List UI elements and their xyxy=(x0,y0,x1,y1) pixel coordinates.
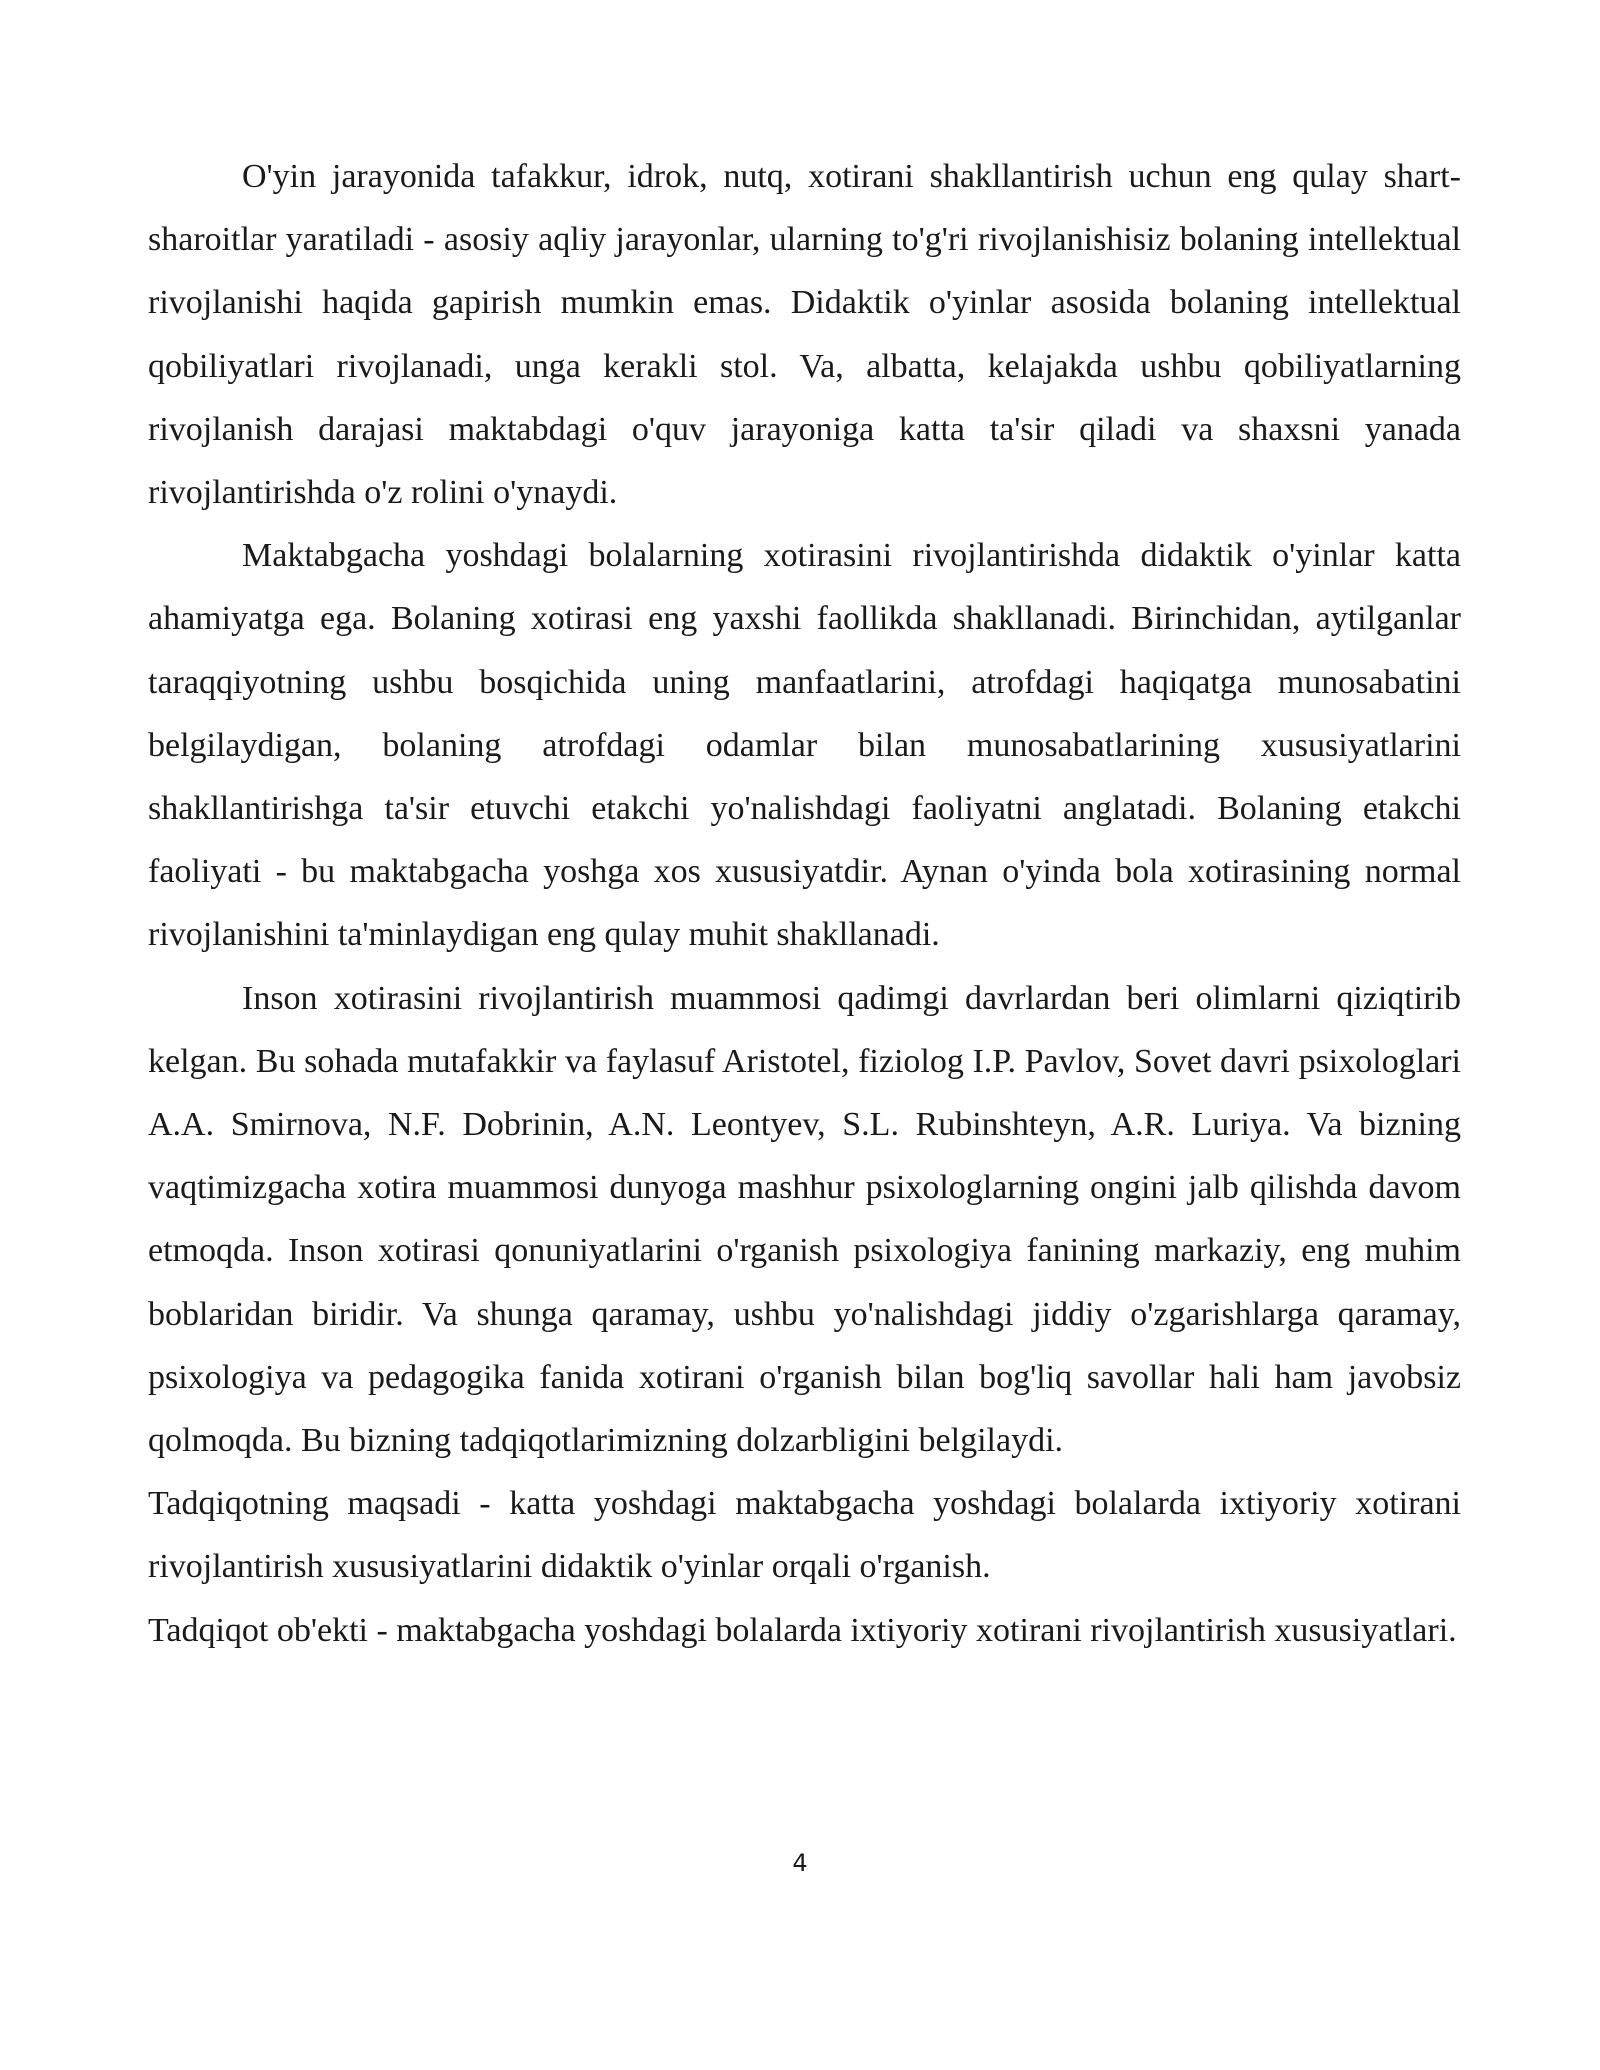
paragraph-memory-problem: Inson xotirasini rivojlantirish muammosi qadimgi davrlardan beri olimlarni qiziqtirib kelgan. Bu sohada mutafakkir va faylasuf Aristotel, fiziolog I.P. Pavlov, Sovet davri psixologlari A.A. Smirnova, N.F. Dobrinin, A.N. Leontyev, S.L. Rubinshteyn, A.R. Luriya. Va bizning vaqtimizgacha xotira muammosi dunyoga mashhur psixologlarning ongini jalb qilishda davom etmoqda. Inson xotirasi qonuniyatlarini o'rganish psixologiya fanining markaziy, eng muhim boblaridan biridir. Va shunga qaramay, ushbu yo'nalishdagi jiddiy o'zgarishlarga qaramay, psixologiya va pedagogika fanida xotirani o'rganish bilan bog'liq savollar hali ham javobsiz qolmoqda. Bu bizning tadqiqotlarimizning dolzarbligini belgilaydi. xyxy=(148,979,1461,1460)
paragraph-memory-development: Maktabgacha yoshdagi bolalarning xotirasini rivojlantirishda didaktik o'yinlar katta ahamiyatga ega. Bolaning xotirasi eng yaxshi faollikda shakllanadi. Birinchidan, aytilganlar taraqqiyotning ushbu bosqichida uning manfaatlarini, atrofdagi haqiqatga munosabatini belgilaydigan, bolaning atrofdagi odamlar bilan munosabatlarining xususiyatlarini shakllantirishga ta'sir etuvchi etakchi yo'nalishdagi faoliyatni anglatadi. Bolaning etakchi faoliyati - bu maktabgacha yoshga xos xususiyatdir. Aynan o'yinda bola xotirasining normal rivojlanishini ta'minlaydigan eng qulay muhit shakllanadi. xyxy=(148,537,1461,954)
page-number: 4 xyxy=(792,1849,808,1877)
document-body xyxy=(148,145,1461,1662)
paragraph-research-goal: Tadqiqotning maqsadi - katta yoshdagi maktabgacha yoshdagi bolalarda ixtiyoriy xotirani rivojlantirish xususiyatlarini didaktik o'yinlar orqali o'rganish. xyxy=(148,1485,1461,1586)
paragraph-research-object: Tadqiqot ob'ekti - maktabgacha yoshdagi bolalarda ixtiyoriy xotirani rivojlantirish xususiyatlari. xyxy=(148,1611,1457,1649)
paragraph-play-conditions: O'yin jarayonida tafakkur, idrok, nutq, xotirani shakllantirish uchun eng qulay shart-sharoitlar yaratiladi - asosiy aqliy jarayonlar, ularning to'g'ri rivojlanishisiz bolaning intellektual rivojlanishi haqida gapirish mumkin emas. Didaktik o'yinlar asosida bolaning intellektual qobiliyatlari rivojlanadi, unga kerakli stol. Va, albatta, kelajakda ushbu qobiliyatlarning rivojlanish darajasi maktabdagi o'quv jarayoniga katta ta'sir qiladi va shaxsni yanada rivojlantirishda o'z rolini o'ynaydi. xyxy=(148,158,1461,512)
